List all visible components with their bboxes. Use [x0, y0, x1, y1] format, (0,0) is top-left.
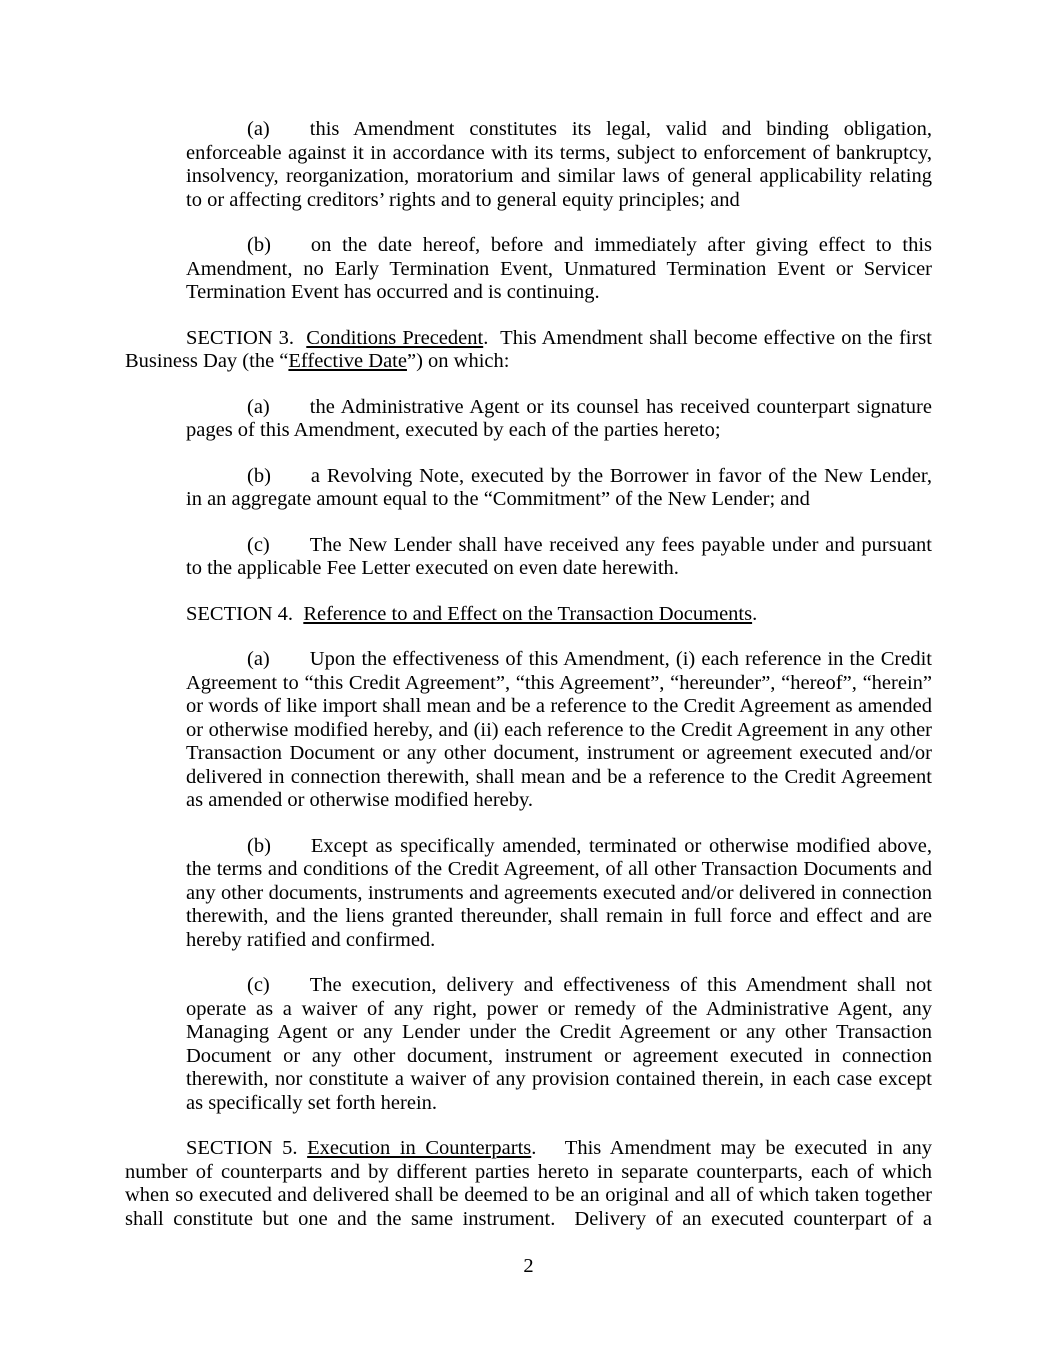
paragraphs [125, 118, 932, 1231]
section-4-reference-and-effect [125, 603, 932, 627]
subparagraph-b-no-termination-event [186, 234, 932, 305]
subparagraph-b-ratified-and-confirmed [186, 835, 932, 953]
text-run: this Amendment constitutes its legal, valid and binding obligation, enforceable against it in accordance with its terms, subject to enforcement of bankruptcy, insolvency, reorganization, moratorium and similar laws of general applicability relating to or affecting creditors’ rights and to general equity principles; and [186, 118, 932, 211]
underlined-heading-text: Execution in Counterparts [307, 1137, 532, 1159]
underlined-heading-text: Conditions Precedent [306, 326, 484, 349]
text-run: The New Lender shall have received any fees payable under and pursuant to the applicable Fee Letter executed on even date herewith. [186, 533, 932, 579]
page-number: 2 [523, 1255, 534, 1277]
subparagraph-b-revolving-note [186, 465, 932, 512]
text-run: . [752, 602, 758, 625]
text-run: (a) [247, 648, 270, 670]
text-run: (a) [247, 118, 270, 140]
text-run: on the date hereof, before and immediately after giving effect to this Amendment, no Early Termination Event, Unmatured Termination Event or Servicer Termination Event has occurred and is continuing. [186, 234, 932, 303]
text-run: The execution, delivery and effectiveness of this Amendment shall not operate as a waiver of any right, power or remedy of the Administrative Agent, any Managing Agent or any Lender under the Credit Agreement or any other Transaction Document or any other document, instrument or agreement executed in connection therewith, nor constitute a waiver of any provision contained therein, in each case except as specifically set forth herein. [186, 974, 932, 1114]
text-run: (b) [247, 834, 271, 857]
subparagraph-c-fees-payable [186, 534, 932, 581]
text-run: (c) [247, 974, 270, 996]
text-run: ”) on which: [406, 350, 510, 372]
text-run: SECTION 5. [186, 1137, 308, 1159]
text-run: (b) [247, 464, 271, 487]
underlined-heading-text: Effective Date [288, 350, 407, 372]
text-run: a Revolving Note, executed by the Borrower in favor of the New Lender, in an aggregate amount equal to the “Commitment” of the New Lender; and [186, 464, 932, 510]
subparagraph-a-binding-obligation [186, 118, 932, 212]
subparagraph-c-no-waiver [186, 974, 932, 1115]
text-run: SECTION 4. [186, 602, 304, 625]
text-run: (b) [247, 234, 271, 256]
text-run: (c) [247, 533, 270, 556]
text-run: Except as specifically amended, terminated or otherwise modified above, the terms and conditions of the Credit Agreement, of all other Transaction Documents and any other documents, instruments and agreements executed and/or delivered in connection therewith, and the liens granted thereunder, shall remain in full force and effect and are hereby ratified and confirmed. [186, 834, 932, 951]
text-run: Upon the effectiveness of this Amendment, (i) each reference in the Credit Agreement to “this Credit Agreement”, “this Agreement”, “hereunder”, “hereof”, “herein” or words of like import shall mean and be a reference to the Credit Agreement as amended or otherwise modified hereby, and (ii) each reference to the Credit Agreement in any other Transaction Document or any other document, instrument or agreement executed and/or delivered in connection therewith, shall mean and be a reference to the Credit Agreement as amended or otherwise modified hereby. [186, 648, 932, 811]
subparagraph-a-references-to-credit-agreement [186, 648, 932, 813]
section-3-conditions-precedent [125, 327, 932, 374]
text-run: (a) [247, 395, 270, 418]
subparagraph-a-counterpart-signature-pages [186, 396, 932, 443]
text-run: . This Amendment shall become effective on the first Business Day (the “ [125, 326, 932, 372]
text-run: the Administrative Agent or its counsel has received counterpart signature pages of this Amendment, executed by each of the parties hereto; [186, 395, 932, 441]
text-run: SECTION 3. [186, 326, 307, 349]
underlined-heading-text: Reference to and Effect on the Transaction Documents [303, 602, 753, 625]
section-5-execution-in-counterparts [125, 1137, 932, 1231]
text-run: . This Amendment may be executed in any number of counterparts and by different parties hereto in separate counterparts, each of which when so executed and delivered shall be deemed to be an original and all of which taken together shall constitute but one and the same instrument. Delivery of an executed counterpart of a [125, 1137, 933, 1230]
